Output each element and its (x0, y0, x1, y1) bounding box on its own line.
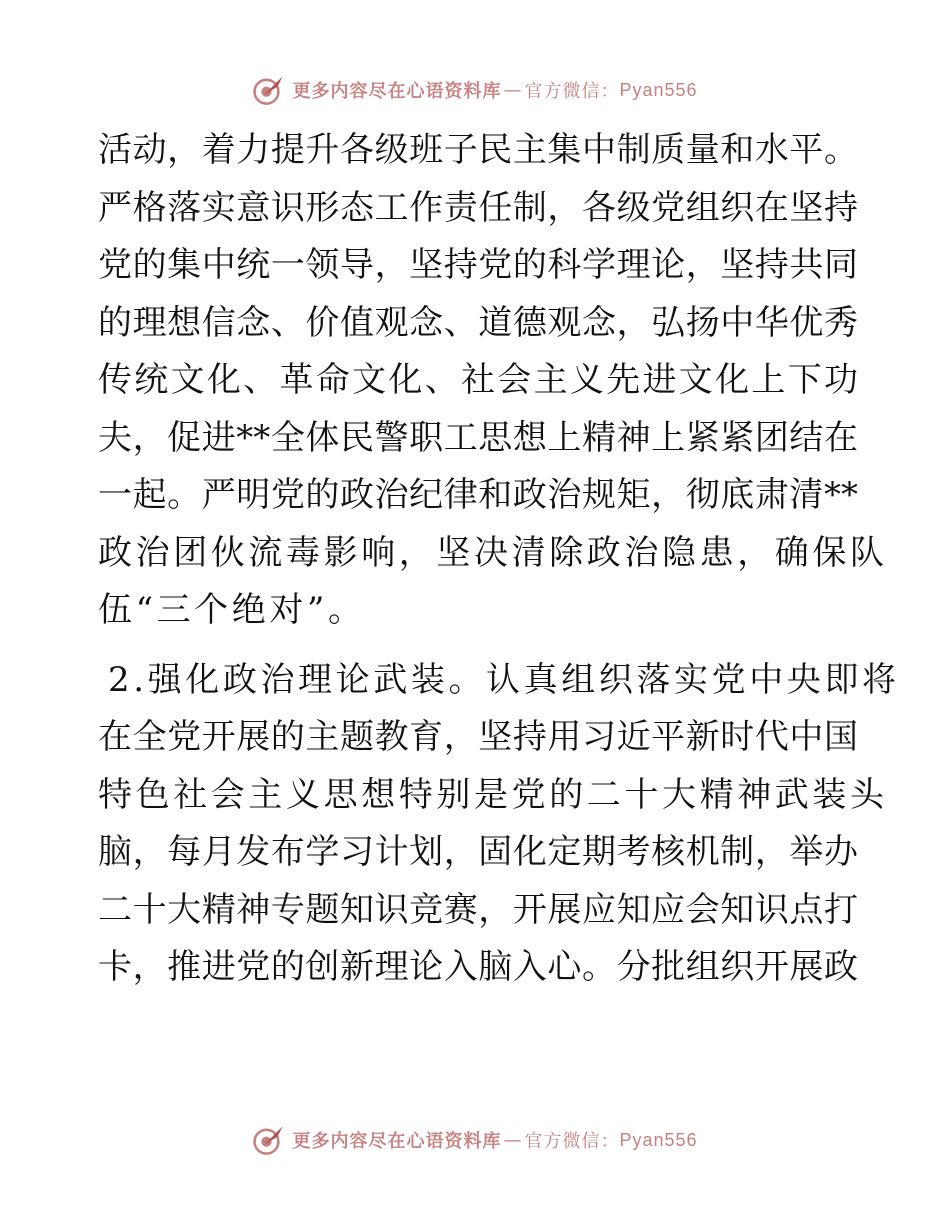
watermark-dash: — (503, 1129, 523, 1151)
quill-feather-logo-icon (252, 1123, 286, 1157)
text-line: 伍“三个绝对”。 (98, 590, 366, 630)
header-watermark (0, 70, 950, 110)
watermark-wechat-id: Pyan556 (619, 1129, 698, 1150)
watermark-site-text: 更多内容尽在心语资料库 (292, 81, 502, 102)
watermark-site-text: 更多内容尽在心语资料库 (292, 1131, 502, 1152)
text-line: 活动，着力提升各级班子民主集中制质量和水平。 (98, 130, 858, 170)
text-line: 传统文化、革命文化、社会主义先进文化上下功 (98, 360, 858, 400)
paragraph-spacer (98, 640, 858, 652)
watermark-dash: — (503, 79, 523, 101)
text-line: 严格落实意识形态工作责任制，各级党组织在坚持 (98, 187, 858, 228)
text-line: 二十大精神专题知识竞赛，开展应知应会知识点打 (98, 889, 858, 930)
text-line: 的理想信念、价值观念、道德观念，弘扬中华优秀 (98, 302, 858, 343)
paragraph-2 (98, 652, 900, 997)
text-line: 一起。严明党的政治纪律和政治规矩，彻底肃清** (98, 475, 858, 515)
text-line: 特色社会主义思想特别是党的二十大精神武装头 (98, 774, 888, 815)
quill-feather-logo-icon (252, 73, 286, 107)
watermark-wechat-label: 官方微信： (524, 1131, 620, 1152)
text-line: 政治团伙流毒影响，坚决清除政治隐患，确保队 (98, 532, 888, 573)
text-line: 2.强化政治理论武装。认真组织落实党中央即将 (108, 659, 900, 700)
text-line: 在全党开展的主题教育，坚持用习近平新时代中国 (98, 717, 858, 757)
text-line: 党的集中统一领导，坚持党的科学理论，坚持共同 (98, 245, 858, 285)
watermark-wechat-label: 官方微信： (524, 81, 620, 102)
text-line: 卡，推进党的创新理论入脑入心。分批组织开展政 (98, 947, 858, 987)
footer-watermark (0, 1120, 950, 1160)
paragraph-1 (98, 122, 888, 640)
text-line: 夫，促进**全体民警职工思想上精神上紧紧团结在 (98, 417, 858, 458)
document-body (98, 122, 900, 997)
watermark-wechat-id: Pyan556 (619, 79, 698, 100)
text-line: 脑，每月发布学习计划，固化定期考核机制，举办 (98, 832, 858, 872)
